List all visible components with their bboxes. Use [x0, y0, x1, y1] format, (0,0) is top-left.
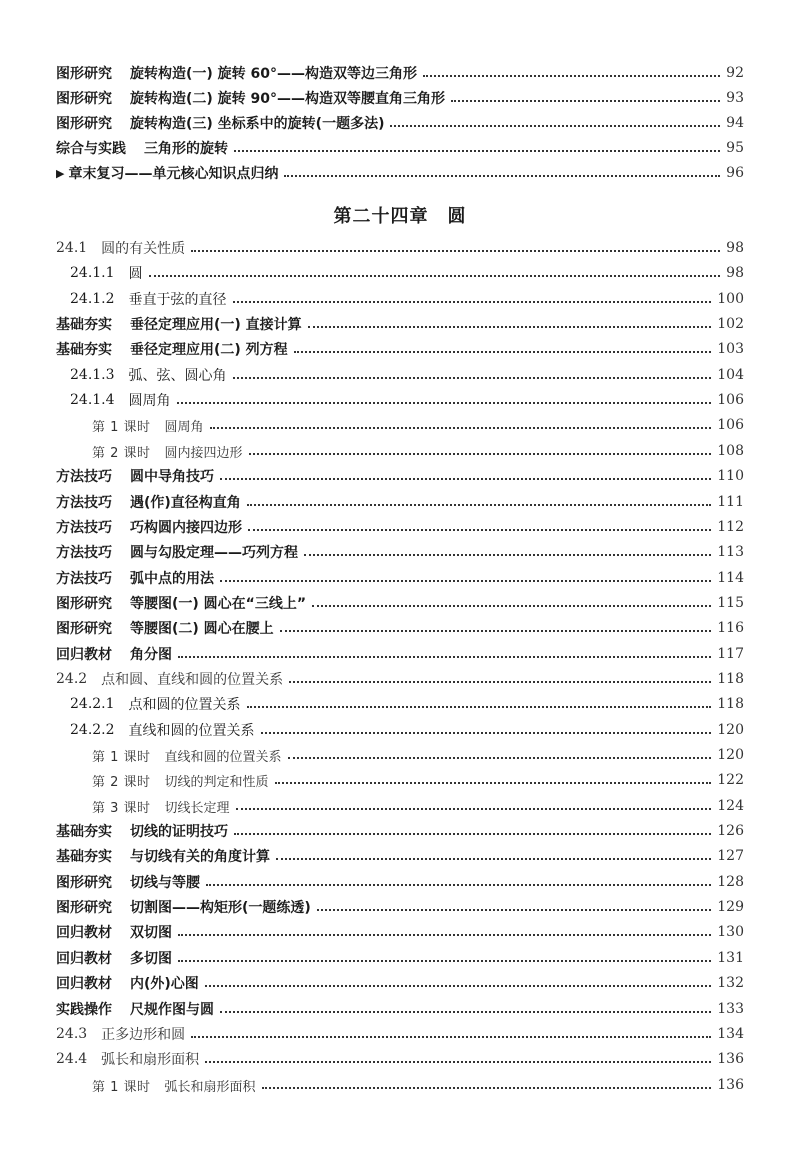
entry-title: 圆中导角技巧	[130, 469, 214, 485]
entry-tag: 图形研究	[56, 596, 112, 612]
entry-title: 弧中点的用法	[130, 571, 214, 587]
dot-leader	[149, 275, 721, 277]
toc-entry[interactable]	[56, 845, 744, 867]
entry-title: 点和圆的位置关系	[128, 697, 241, 713]
page-number: 98	[726, 265, 744, 281]
toc-entry[interactable]	[56, 921, 744, 943]
page-number: 112	[717, 519, 744, 535]
entry-title: 旋转构造(二) 旋转 90°——构造双等腰直角三角形	[130, 91, 446, 107]
entry-title: 弧、弦、圆心角	[128, 368, 227, 384]
entry-tag: 第 3 课时	[92, 800, 151, 816]
dot-leader	[210, 427, 712, 429]
entry-tag: 第 1 课时	[92, 419, 151, 435]
entry-title: 弧长和扇形面积	[101, 1052, 200, 1068]
toc-entry[interactable]	[56, 288, 744, 310]
entry-tag: 图形研究	[56, 621, 112, 637]
section-number: 24.2	[56, 671, 88, 687]
section-number: 24.4	[56, 1051, 88, 1067]
entry-title: 双切图	[130, 925, 172, 941]
dot-leader	[178, 656, 711, 658]
entry-title: 点和圆、直线和圆的位置关系	[101, 672, 284, 688]
page-number: 114	[717, 570, 744, 586]
page-number: 120	[717, 747, 744, 763]
page-number: 95	[726, 140, 744, 156]
toc-entry[interactable]	[56, 998, 744, 1020]
entry-title: 正多边形和圆	[101, 1027, 186, 1043]
entry-tag: 方法技巧	[56, 495, 112, 511]
entry-tag: 图形研究	[56, 875, 112, 891]
entry-tag: 图形研究	[56, 66, 112, 82]
dot-leader	[284, 175, 720, 177]
entry-title: 垂径定理应用(一) 直接计算	[130, 317, 302, 333]
entry-title: 圆周角	[164, 419, 204, 435]
dot-leader	[233, 301, 712, 303]
page-number: 134	[717, 1026, 744, 1042]
entry-tag: 图形研究	[56, 91, 112, 107]
dot-leader	[249, 453, 712, 455]
dot-leader	[236, 808, 712, 810]
page-number: 130	[717, 924, 744, 940]
triangle-right-icon: ▶	[56, 166, 65, 180]
entry-title: 巧构圆内接四边形	[130, 520, 242, 536]
entry-tag: 综合与实践	[56, 141, 126, 157]
toc-entry[interactable]	[56, 389, 744, 411]
dot-leader	[205, 985, 711, 987]
dot-leader	[288, 757, 712, 759]
page-number: 116	[717, 620, 744, 636]
toc-entry[interactable]	[56, 516, 744, 538]
toc-entry-review[interactable]	[56, 162, 744, 184]
page-number: 122	[717, 772, 744, 788]
dot-leader	[289, 681, 711, 683]
dot-leader	[276, 858, 711, 860]
toc-entry[interactable]	[56, 1074, 744, 1096]
dot-leader	[280, 630, 712, 632]
entry-title: 等腰图(一) 圆心在“三线上”	[130, 596, 307, 612]
section-number: 24.1.4	[70, 392, 115, 408]
page-number: 118	[717, 671, 744, 687]
section-number: 24.1.3	[70, 367, 115, 383]
page-number: 128	[717, 874, 744, 890]
dot-leader	[261, 732, 712, 734]
section-number: 24.1	[56, 240, 88, 256]
page-number: 100	[717, 291, 744, 307]
dot-leader	[220, 478, 711, 480]
entry-title: 旋转构造(三) 坐标系中的旋转(一题多法)	[130, 116, 385, 132]
entry-tag: 回归教材	[56, 976, 112, 992]
page-number: 132	[717, 975, 744, 991]
toc-entry[interactable]	[56, 262, 744, 284]
page-number: 120	[717, 722, 744, 738]
toc-entry[interactable]	[56, 414, 744, 436]
entry-tag: 第 2 课时	[92, 445, 151, 461]
dot-leader	[317, 909, 711, 911]
page-number: 131	[717, 950, 744, 966]
page-number: 133	[717, 1001, 744, 1017]
dot-leader	[220, 1011, 711, 1013]
dot-leader	[178, 934, 711, 936]
entry-title: 内(外)心图	[130, 976, 199, 992]
entry-tag: 方法技巧	[56, 571, 112, 587]
toc-entry[interactable]	[56, 693, 744, 715]
page-number: 92	[726, 65, 744, 81]
toc-entry[interactable]	[56, 364, 744, 386]
toc-entry[interactable]	[56, 112, 744, 134]
dot-leader	[423, 75, 720, 77]
entry-tag: 第 2 课时	[92, 774, 151, 790]
entry-tag: 图形研究	[56, 900, 112, 916]
page-number: 127	[717, 848, 744, 864]
page-number: 111	[717, 494, 744, 510]
section-number: 24.2.2	[70, 722, 115, 738]
entry-title: 弧长和扇形面积	[164, 1079, 256, 1095]
entry-tag: 基础夯实	[56, 824, 112, 840]
dot-leader	[390, 125, 720, 127]
toc-entry[interactable]	[56, 1048, 744, 1070]
toc-entry[interactable]	[56, 87, 744, 109]
page-number: 106	[717, 417, 744, 433]
entry-tag: 第 1 课时	[92, 749, 151, 765]
page-number: 102	[717, 316, 744, 332]
entry-title: 圆的有关性质	[101, 241, 186, 257]
page-number: 108	[717, 443, 744, 459]
dot-leader	[191, 1036, 711, 1038]
toc-entry[interactable]	[56, 896, 744, 918]
dot-leader	[275, 782, 712, 784]
toc-entry[interactable]	[56, 592, 744, 614]
toc-entry[interactable]	[56, 567, 744, 589]
toc-entry[interactable]	[56, 769, 744, 791]
entry-title: 圆周角	[128, 393, 171, 409]
entry-tag: 图形研究	[56, 116, 112, 132]
entry-title: 章末复习——单元核心知识点归纳	[68, 166, 279, 182]
section-number: 24.2.1	[70, 696, 115, 712]
entry-tag: 第 1 课时	[92, 1079, 151, 1095]
entry-tag: 回归教材	[56, 951, 112, 967]
entry-title: 与切线有关的角度计算	[130, 849, 270, 865]
entry-tag: 方法技巧	[56, 469, 112, 485]
dot-leader	[248, 529, 711, 531]
toc-entry[interactable]	[56, 719, 744, 741]
dot-leader	[191, 250, 720, 252]
toc-entry[interactable]	[56, 62, 744, 84]
dot-leader	[262, 1087, 712, 1089]
entry-tag: 回归教材	[56, 925, 112, 941]
dot-leader	[247, 504, 711, 506]
page-number: 94	[726, 115, 744, 131]
page-number: 124	[717, 798, 744, 814]
entry-tag: 基础夯实	[56, 317, 112, 333]
entry-title: 圆	[128, 266, 143, 282]
entry-title: 旋转构造(一) 旋转 60°——构造双等边三角形	[130, 66, 418, 82]
dot-leader	[451, 100, 720, 102]
dot-leader	[234, 150, 720, 152]
toc-entry[interactable]	[56, 617, 744, 639]
toc-entry[interactable]	[56, 643, 744, 665]
page-number: 113	[717, 544, 744, 560]
entry-title: 等腰图(二) 圆心在腰上	[130, 621, 274, 637]
dot-leader	[233, 377, 712, 379]
entry-title: 多切图	[130, 951, 172, 967]
dot-leader	[178, 960, 711, 962]
entry-title: 垂直于弦的直径	[128, 292, 227, 308]
page-number: 136	[717, 1051, 744, 1067]
toc-entry[interactable]	[56, 668, 744, 690]
toc-entry[interactable]	[56, 795, 744, 817]
dot-leader	[205, 1061, 711, 1063]
toc-entry[interactable]	[56, 313, 744, 335]
dot-leader	[206, 884, 711, 886]
section-number: 24.3	[56, 1026, 88, 1042]
page-number: 115	[717, 595, 744, 611]
entry-title: 切线的证明技巧	[130, 824, 228, 840]
entry-title: 尺规作图与圆	[130, 1002, 214, 1018]
entry-tag: 回归教材	[56, 647, 112, 663]
toc-entry[interactable]	[56, 137, 744, 159]
toc-entry[interactable]	[56, 465, 744, 487]
page-number: 117	[717, 646, 744, 662]
entry-tag: 方法技巧	[56, 520, 112, 536]
entry-title: 遇(作)直径构直角	[130, 495, 241, 511]
toc-entry[interactable]	[56, 237, 744, 259]
toc-entry[interactable]	[56, 491, 744, 513]
entry-tag: 基础夯实	[56, 342, 112, 358]
entry-tag: 方法技巧	[56, 545, 112, 561]
section-number: 24.1.2	[70, 291, 115, 307]
entry-title: 直线和圆的位置关系	[164, 749, 282, 765]
page-number: 126	[717, 823, 744, 839]
toc-entry[interactable]	[56, 744, 744, 766]
entry-tag: 基础夯实	[56, 849, 112, 865]
dot-leader	[294, 351, 712, 353]
toc-entry[interactable]	[56, 1023, 744, 1045]
page-number: 104	[717, 367, 744, 383]
page-number: 96	[726, 165, 744, 181]
page-number: 106	[717, 392, 744, 408]
dot-leader	[247, 706, 712, 708]
page-number: 103	[717, 341, 744, 357]
toc-entry[interactable]	[56, 871, 744, 893]
entry-title: 切割图——构矩形(一题练透)	[130, 900, 311, 916]
toc-entry[interactable]	[56, 338, 744, 360]
dot-leader	[304, 554, 711, 556]
entry-title: 切线长定理	[164, 800, 230, 816]
page-number: 93	[726, 90, 744, 106]
chapter-title: 第二十四章 圆	[333, 206, 467, 227]
page-number: 110	[717, 468, 744, 484]
entry-title: 切线与等腰	[130, 875, 200, 891]
toc-entry[interactable]	[56, 972, 744, 994]
page-number: 129	[717, 899, 744, 915]
dot-leader	[234, 833, 711, 835]
page-number: 136	[717, 1077, 744, 1093]
entry-title: 垂径定理应用(二) 列方程	[130, 342, 288, 358]
entry-tag: 实践操作	[56, 1002, 112, 1018]
toc-entry[interactable]	[56, 541, 744, 563]
page-number: 98	[726, 240, 744, 256]
dot-leader	[177, 402, 712, 404]
toc-entry[interactable]	[56, 820, 744, 842]
entry-title: 圆与勾股定理——巧列方程	[130, 545, 298, 561]
page-number: 118	[717, 696, 744, 712]
dot-leader	[312, 605, 711, 607]
entry-title: 三角形的旋转	[144, 141, 228, 157]
toc-entry[interactable]	[56, 947, 744, 969]
toc-entry[interactable]	[56, 440, 744, 462]
entry-title: 切线的判定和性质	[164, 774, 269, 790]
entry-title: 直线和圆的位置关系	[128, 723, 255, 739]
dot-leader	[220, 580, 711, 582]
entry-title: 圆内接四边形	[164, 445, 243, 461]
dot-leader	[308, 326, 712, 328]
entry-title: 角分图	[130, 647, 172, 663]
section-number: 24.1.1	[70, 265, 115, 281]
